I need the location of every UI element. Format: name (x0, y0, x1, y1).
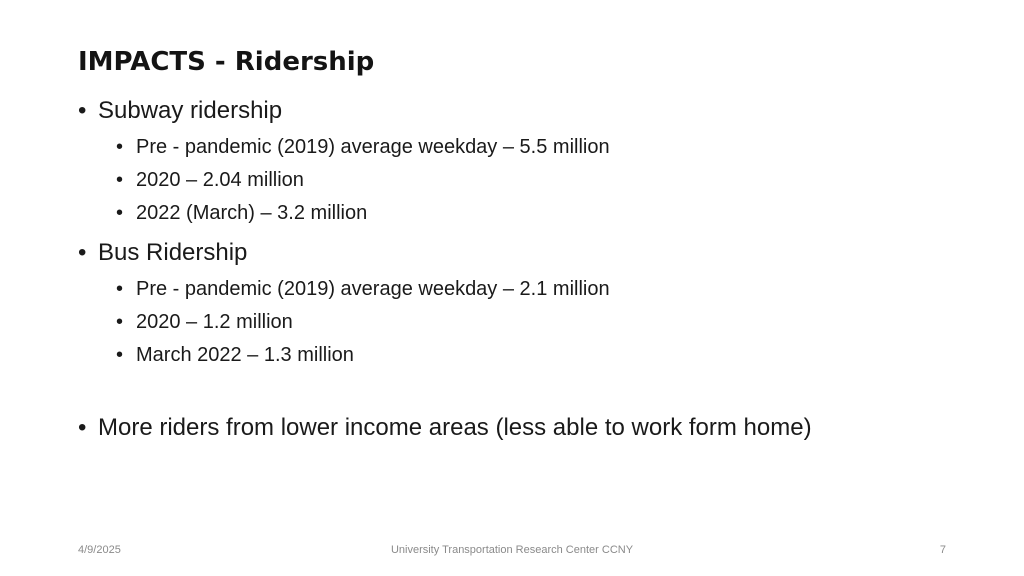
bus-item-text: 2020 – 1.2 million (136, 311, 293, 333)
bullet-bus-item-1 (116, 276, 610, 302)
bullet-glyph: • (78, 97, 87, 124)
bus-heading-text: Bus Ridership (98, 239, 248, 266)
bullet-bus-item-3 (116, 342, 354, 368)
slide-title: IMPACTS - Ridership (78, 47, 375, 77)
subway-item-text: 2022 (March) – 3.2 million (136, 202, 368, 224)
bullet-bus-heading (78, 238, 247, 268)
bullet-glyph: • (116, 169, 124, 191)
footer-page-number: 7 (939, 544, 946, 556)
bullet-glyph: • (116, 311, 124, 333)
bullet-bus-item-2 (116, 309, 293, 335)
footer-date: 4/9/2025 (78, 544, 121, 556)
bullet-glyph: • (116, 136, 124, 158)
bus-item-text: March 2022 – 1.3 million (136, 344, 354, 366)
bullet-glyph: • (116, 202, 124, 224)
bullet-subway-heading (78, 96, 282, 126)
footer-organization: University Transportation Research Center CCNY (390, 544, 634, 556)
note-text: More riders from lower income areas (less able to work form home) (98, 414, 812, 441)
bullet-subway-item-2 (116, 167, 304, 193)
subway-item-text: Pre - pandemic (2019) average weekday – 5.5 million (136, 136, 610, 158)
bullet-glyph: • (78, 414, 87, 441)
bullet-glyph: • (116, 278, 124, 300)
bullet-glyph: • (78, 239, 87, 266)
subway-heading-text: Subway ridership (98, 97, 283, 124)
bullet-subway-item-1 (116, 134, 610, 160)
bullet-subway-item-3 (116, 200, 367, 226)
bullet-glyph: • (116, 344, 124, 366)
bullet-note (78, 413, 812, 443)
subway-item-text: 2020 – 2.04 million (136, 169, 304, 191)
bus-item-text: Pre - pandemic (2019) average weekday – 2.1 million (136, 278, 610, 300)
